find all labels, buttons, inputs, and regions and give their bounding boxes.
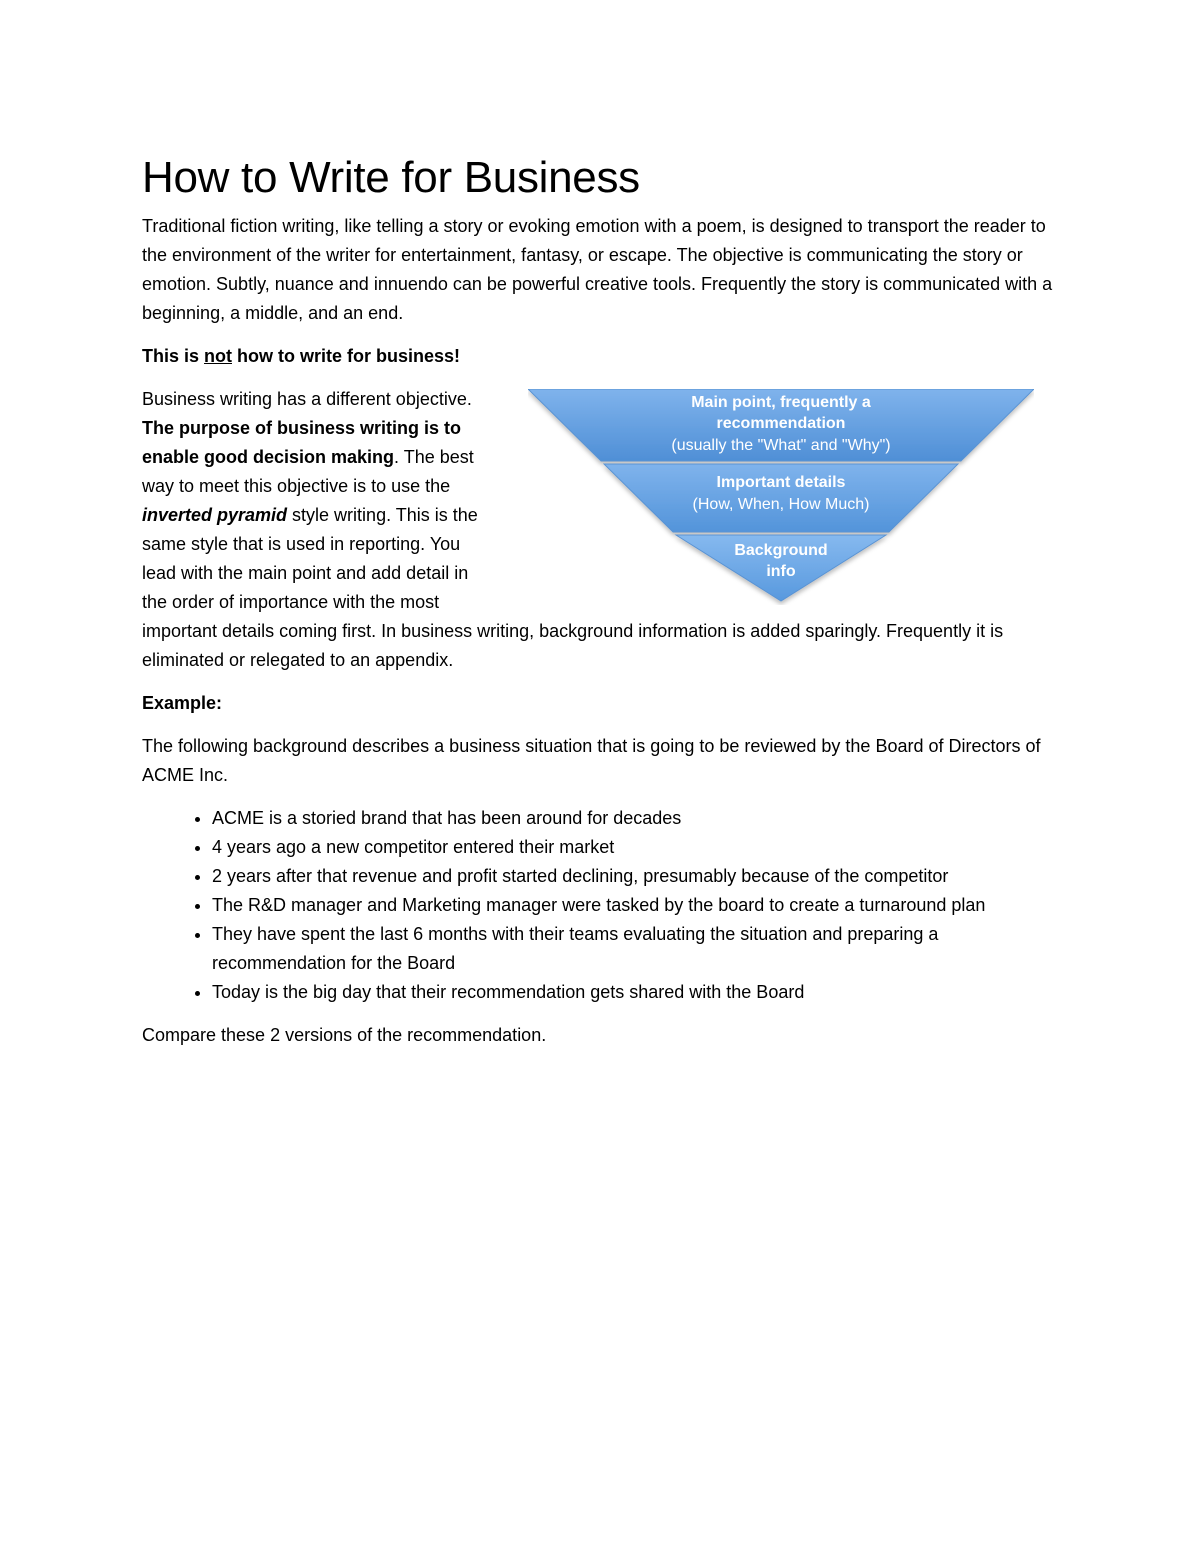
body-inverted-pyramid: inverted pyramid (142, 505, 288, 525)
list-item: • Today is the big day that their recommendation gets shared with the Board (212, 978, 1062, 1007)
notice-line (142, 342, 1062, 371)
notice-underlined: not (204, 346, 232, 366)
pyramid-level1-line3: (usually the "What" and "Why") (671, 437, 891, 454)
example-heading: Example: (142, 693, 223, 713)
pyramid-section (142, 385, 1062, 675)
inverted-pyramid-diagram (528, 389, 1034, 605)
list-item: • 2 years after that revenue and profit started declining, presumably because of the competitor (212, 862, 1062, 891)
notice-post: how to write for business! (232, 346, 461, 366)
body-part2: . The best way to meet this objective is to use the (142, 447, 474, 496)
list-item: • 4 years ago a new competitor entered their market (212, 833, 1062, 862)
list-item: • The R&D manager and Marketing manager were tasked by the board to create a turnaround plan (212, 891, 1062, 920)
pyramid-level2-line1: Important details (716, 474, 846, 491)
pyramid-level3-line2: info (766, 563, 796, 580)
body-part3: style writing. This is the same style that is used in reporting. You lead with the main point and add detail in the order of importance with the most important details coming first. In business writing, background information is added sparingly. Frequently it is eliminated or relegated to an appendix. (142, 505, 1004, 670)
body-bold-purpose: The purpose of business writing is to enable good decision making (142, 418, 462, 467)
list-item: • ACME is a storied brand that has been around for decades (212, 804, 1062, 833)
document-page (142, 150, 1062, 1050)
pyramid-level3-line1: Background (734, 542, 828, 559)
pyramid-level1-line2: recommendation (716, 415, 846, 432)
list-item: • They have spent the last 6 months with their teams evaluating the situation and preparing a recommendation for the Board (212, 920, 1062, 978)
page-title: How to Write for Business (142, 153, 640, 202)
body-part1: Business writing has a different objective. (142, 389, 472, 409)
closing-line: Compare these 2 versions of the recommendation. (142, 1025, 547, 1045)
intro-paragraph: Traditional fiction writing, like telling a story or evoking emotion with a poem, is designed to transport the reader to the environment of the writer for entertainment, fantasy, or escape. The objective is communicating the story or emotion. Subtly, nuance and innuendo can be powerful creative tools. Frequently the story is communicated with a beginning, a middle, and an end. (142, 216, 1053, 323)
example-intro: The following background describes a business situation that is going to be reviewed by the Board of Directors of ACME Inc. (142, 736, 1041, 785)
notice-pre: This is (142, 346, 205, 366)
pyramid-level1-line1: Main point, frequently a (691, 394, 871, 411)
pyramid-level2-line2: (How, When, How Much) (692, 496, 870, 513)
bullet-list (142, 804, 1062, 1007)
